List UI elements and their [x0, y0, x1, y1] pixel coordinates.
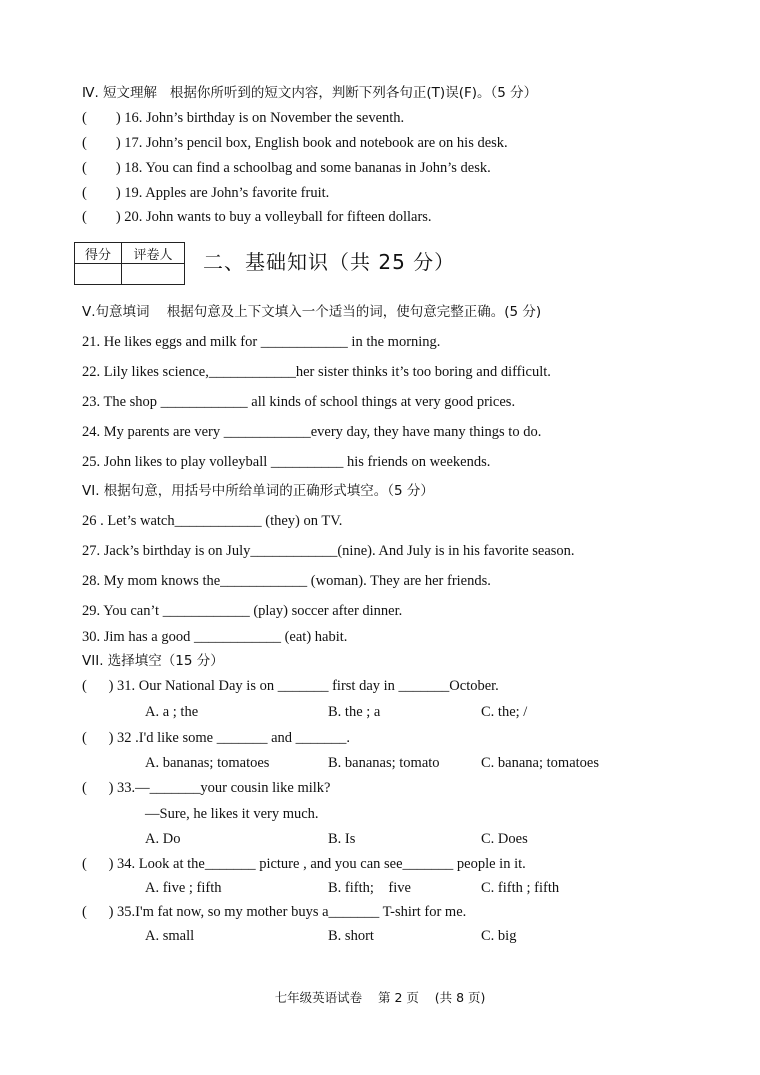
q32-option-b: B. bananas; tomato [328, 755, 440, 771]
question-20: ( ) 20. John wants to buy a volleyball for fifteen dollars. [82, 209, 432, 225]
section-2-title: 二、基础知识（共 25 分） [203, 250, 456, 274]
q33-option-b: B. Is [328, 831, 356, 847]
question-30: 30. Jim has a good ____________ (eat) habit. [82, 629, 348, 645]
q31-option-b: B. the ; a [328, 704, 381, 720]
question-25: 25. John likes to play volleyball __________ his friends on weekends. [82, 454, 491, 470]
q33-option-c: C. Does [481, 831, 528, 847]
question-32: ( ) 32 .I'd like some _______ and _______. [82, 730, 351, 746]
q35-option-b: B. short [328, 928, 374, 944]
question-29: 29. You can’t ____________ (play) soccer after dinner. [82, 603, 403, 619]
question-33: ( ) 33.—_______your cousin like milk? [82, 780, 331, 796]
question-31: ( ) 31. Our National Day is on _______ first day in _______October. [82, 678, 499, 694]
q31-option-a: A. a ; the [145, 704, 199, 720]
question-35: ( ) 35.I'm fat now, so my mother buys a_______ T-shirt for me. [82, 904, 467, 920]
page-footer: 七年级英语试卷 第 2 页 (共 8 页) [274, 990, 486, 1005]
score-table [74, 242, 185, 285]
q31-option-c: C. the; / [481, 704, 528, 720]
q32-option-a: A. bananas; tomatoes [145, 755, 270, 771]
q34-option-b: B. fifth; five [328, 880, 411, 896]
question-24: 24. My parents are very ____________every day, they have many things to do. [82, 424, 542, 440]
question-28: 28. My mom knows the____________ (woman). They are her friends. [82, 573, 491, 589]
score-cell [75, 264, 122, 285]
part7-heading: VII. 选择填空（15 分） [82, 653, 224, 669]
grader-label: 评卷人 [122, 243, 185, 264]
q32-option-c: C. banana; tomatoes [481, 755, 599, 771]
q34-option-c: C. fifth ; fifth [481, 880, 560, 896]
question-16: ( ) 16. John’s birthday is on November the seventh. [82, 110, 405, 126]
q35-option-a: A. small [145, 928, 195, 944]
question-27: 27. Jack’s birthday is on July____________(nine). And July is in his favorite season. [82, 543, 575, 559]
q34-option-a: A. five ; fifth [145, 880, 222, 896]
question-21: 21. He likes eggs and milk for ____________ in the morning. [82, 334, 441, 350]
question-23: 23. The shop ____________ all kinds of school things at very good prices. [82, 394, 516, 410]
grader-cell [122, 264, 185, 285]
question-22: 22. Lily likes science,____________her sister thinks it’s too boring and difficult. [82, 364, 551, 380]
question-17: ( ) 17. John’s pencil box, English book and notebook are on his desk. [82, 135, 508, 151]
question-19: ( ) 19. Apples are John’s favorite fruit. [82, 185, 330, 201]
question-18: ( ) 18. You can find a schoolbag and some bananas in John’s desk. [82, 160, 491, 176]
q33-reply: —Sure, he likes it very much. [145, 806, 319, 822]
question-34: ( ) 34. Look at the_______ picture , and you can see_______ people in it. [82, 856, 526, 872]
part5-heading: Ⅴ.句意填词 根据句意及上下文填入一个适当的词，使句意完整正确。(5 分) [82, 304, 542, 320]
q33-option-a: A. Do [145, 831, 181, 847]
score-label: 得分 [75, 243, 122, 264]
part6-heading: VI. 根据句意，用括号中所给单词的正确形式填空。（5 分） [82, 483, 434, 499]
part4-heading: Ⅳ. 短文理解 根据你所听到的短文内容，判断下列各句正(T)误(F)。（5 分） [82, 85, 538, 101]
question-26: 26 . Let’s watch____________ (they) on TV. [82, 513, 343, 529]
q35-option-c: C. big [481, 928, 517, 944]
